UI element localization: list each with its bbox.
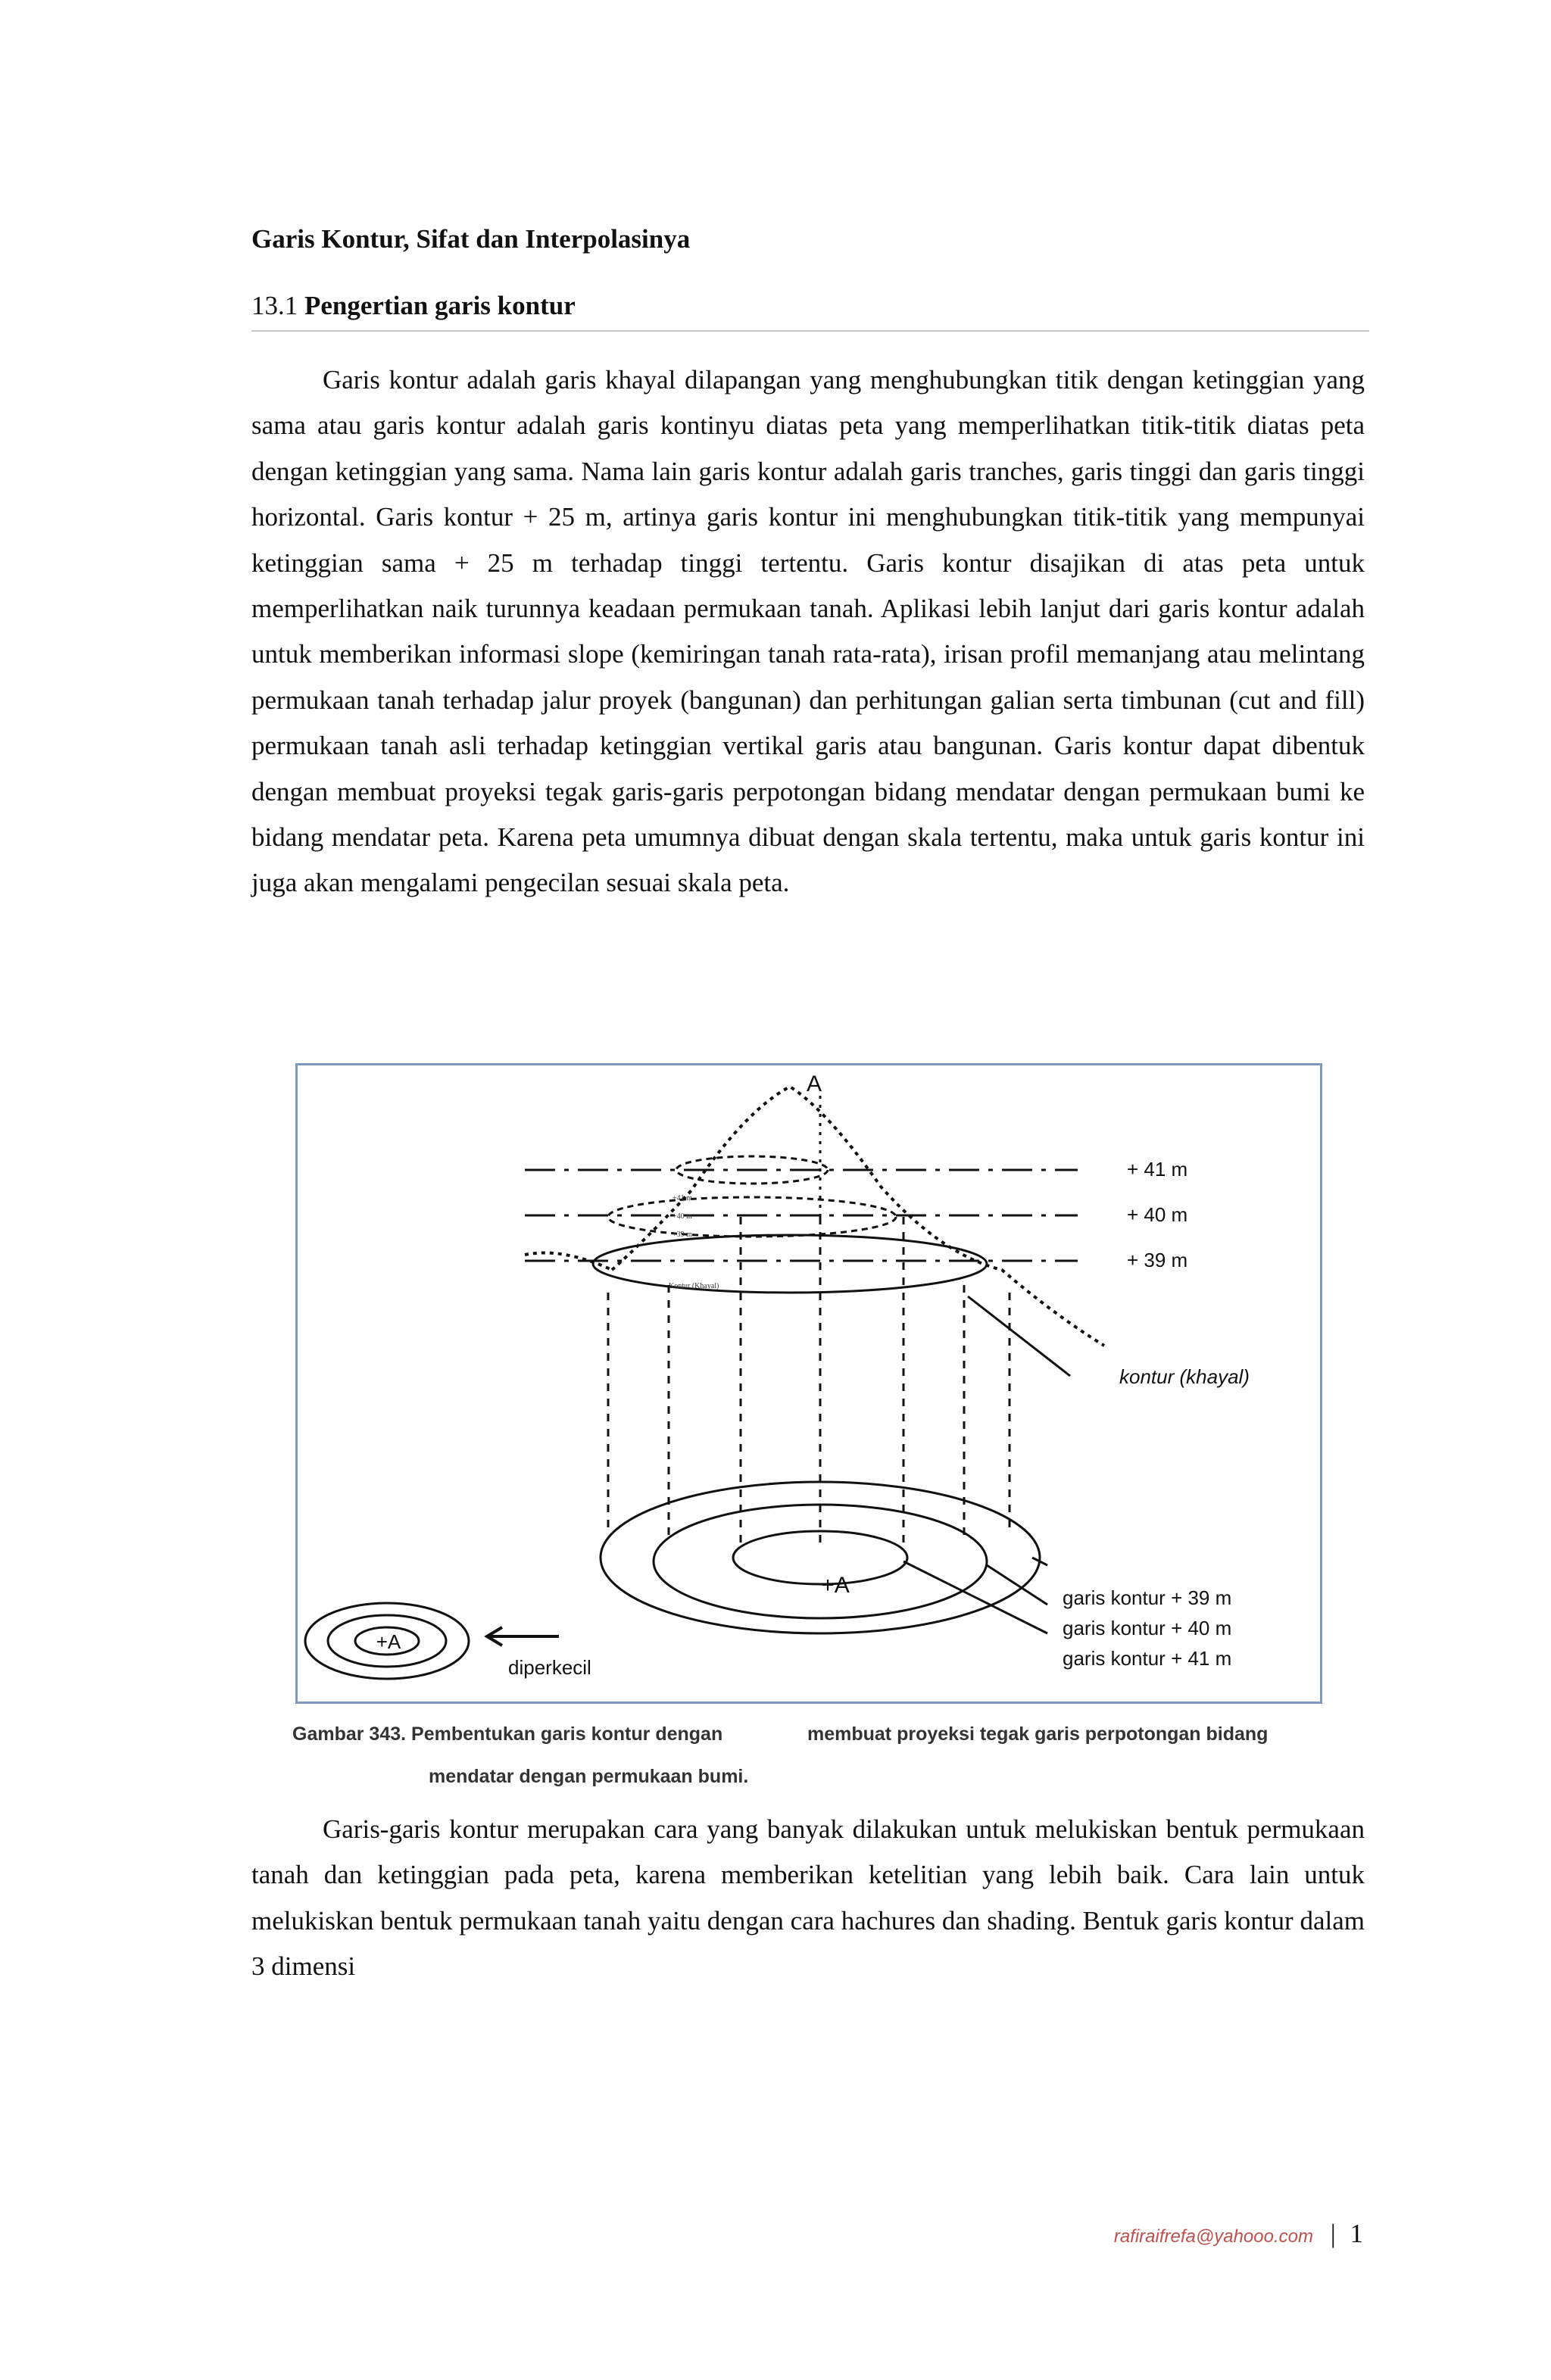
small-kontur-label: Kontur (Khayal): [669, 1282, 719, 1290]
level-label-39: + 39 m: [1127, 1249, 1188, 1271]
level-label-41: + 41 m: [1127, 1158, 1188, 1181]
small-plan-label: +A: [376, 1630, 401, 1653]
document-title: Garis Kontur, Sifat dan Interpolasinya: [251, 224, 691, 254]
footer-separator: |: [1330, 2219, 1336, 2248]
small-level-41: +41 m: [673, 1194, 692, 1202]
section-ellipse-40: [608, 1197, 896, 1237]
page-footer: [1114, 2219, 1363, 2249]
level-label-40: + 40 m: [1127, 1203, 1188, 1226]
caption-part-3: mendatar dengan permukaan bumi.: [429, 1766, 749, 1787]
paragraph-1: Garis kontur adalah garis khayal dilapangan yang menghubungkan titik dengan ketinggian yang sama atau garis kontur adalah garis kontinyu diatas peta yang memperlihatkan titik-titik diatas peta dengan ketinggian yang sama. Nama lain garis kontur adalah garis tranches, garis tinggi dan garis tinggi horizontal. Garis kontur + 25 m, artinya garis kontur ini menghubungkan titik-titik yang mempunyai ketinggian sama + 25 m terhadap tinggi tertentu. Garis kontur disajikan di atas peta untuk memperlihatkan naik turunnya keadaan permukaan tanah. Aplikasi lebih lanjut dari garis kontur adalah untuk memberikan informasi slope (kemiringan tanah rata-rata), irisan profil memanjang atau melintang permukaan tanah terhadap jalur proyek (bangunan) dan perhitungan galian serta timbunan (cut and fill) permukaan tanah asli terhadap ketinggian vertikal garis atau bangunan. Garis kontur dapat dibentuk dengan membuat proyeksi tegak garis-garis perpotongan bidang mendatar dengan permukaan bumi ke bidang mendatar peta. Karena peta umumnya dibuat dengan skala tertentu, maka untuk garis kontur ini juga akan mengalami pengecilan sesuai skala peta.: [251, 365, 1365, 898]
section-title: Pengertian garis kontur: [304, 291, 576, 320]
legend-41: garis kontur + 41 m: [1063, 1647, 1232, 1670]
kontur-khayal-label: kontur (khayal): [1119, 1365, 1250, 1388]
section-ellipse-39: [593, 1235, 987, 1293]
section-heading: [251, 291, 576, 321]
section-divider: [251, 330, 1369, 332]
legend-40: garis kontur + 40 m: [1063, 1617, 1232, 1639]
peak-label: A: [806, 1071, 822, 1096]
paragraph-2: Garis-garis kontur merupakan cara yang banyak dilakukan untuk melukiskan bentuk permukaan tanah dan ketinggian pada peta, karena memberikan ketelitian yang lebih baik. Cara lain untuk melukiskan bentuk permukaan tanah yaitu dengan cara hachures dan shading. Bentuk garis kontur dalam 3 dimensi: [251, 1814, 1365, 1982]
section-number: 13.1: [251, 291, 298, 320]
footer-email: rafiraifrefa@yahooo.com: [1113, 2226, 1313, 2247]
small-level-39: +39 m: [673, 1231, 692, 1239]
page-number: 1: [1350, 2219, 1363, 2248]
small-level-40: +40 m: [673, 1212, 692, 1221]
diperkecil-label: diperkecil: [508, 1656, 591, 1679]
legend-39: garis kontur + 39 m: [1063, 1586, 1232, 1609]
caption-part-2: membuat proyeksi tegak garis perpotongan bidang: [807, 1723, 1269, 1745]
kontur-leader: [968, 1296, 1070, 1376]
caption-part-1: Gambar 343. Pembentukan garis kontur dengan: [292, 1723, 723, 1745]
contour-figure: [295, 1063, 1322, 1704]
contour-diagram: [298, 1065, 1320, 1702]
plan-peak-label: +A: [821, 1573, 850, 1598]
legend-leader-39: [903, 1561, 1047, 1633]
legend-leader-40: [987, 1565, 1047, 1605]
